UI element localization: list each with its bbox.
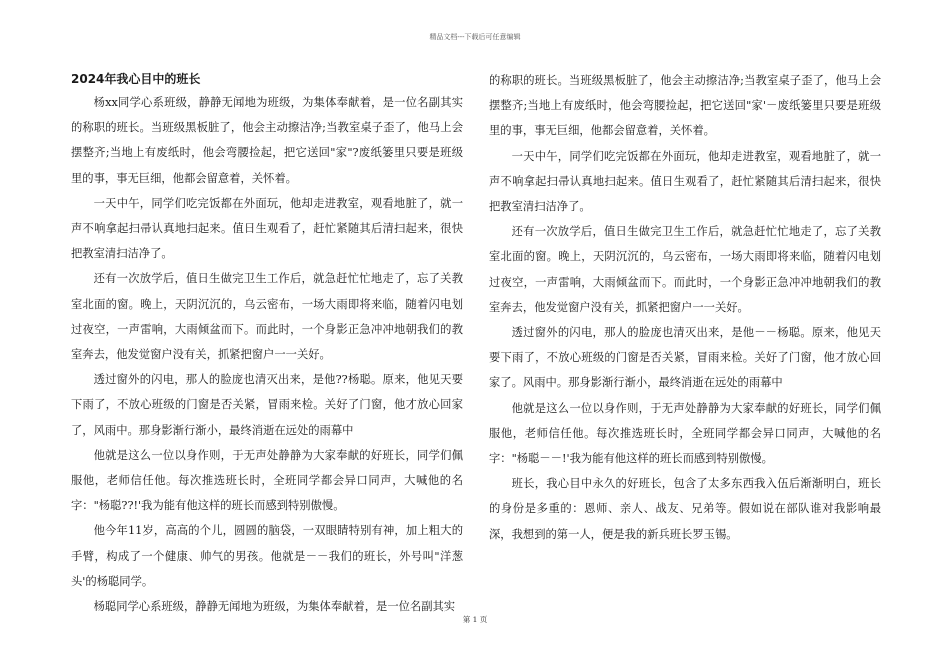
paragraph: 他就是这么一位以身作则，于无声处静静为大家奉献的好班长，同学们佩服他，老师信任他。每次推选班长时，全班同学都会异口同声，大喊他的名字："杨聪??!'我为能有他这样的班长而感到特别傲慢。 <box>71 448 463 513</box>
paragraph: 班长，我心目中永久的好班长，包含了太多东西我入伍后渐渐明白，班长的身份是多重的：恩师、亲人、战友、兄弟等。假如说在部队谁对我影响最深，我想到的第一人，便是我的新兵班长罗玉锡。 <box>489 477 881 541</box>
paragraph: 还有一次放学后，值日生做完卫生工作后，就急赶忙忙地走了，忘了关教室北面的窗。晚上，天阴沉沉的，乌云密布，一场大雨即将来临，随着闪电划过夜空，一声雷响，大雨倾盆而下。而此时，一个身影正急冲冲地朝我们的教室奔去，他发觉窗户没有关，抓紧把窗户一一关好。 <box>489 225 881 314</box>
paragraph: 杨xx同学心系班级，静静无闻地为班级，为集体奉献着，是一位名副其实的称职的班长。当班级黑板脏了，他会主动擦洁净;当教室桌子歪了，他马上会摆整齐;当地上有废纸时，他会弯腰捡起，把它送回"家"?废纸篓里只要是班级里的事，事无巨细，他都会留意着，关怀着。 <box>71 96 463 185</box>
paragraph: 他今年11岁，高高的个儿，圆圆的脑袋，一双眼睛特别有神，加上粗大的手臂，构成了一个健康、帅气的男孩。他就是－－我们的班长，外号叫"洋葱头'的杨聪同学。 <box>71 524 463 588</box>
right-column <box>489 68 881 547</box>
paragraph: 透过窗外的闪电，那人的脸庞也清灭出来，是他??杨聪。原来，他见天要下雨了，不放心班级的门窗是否关紧，冒雨来检。关好了门窗，他才放心回家了，风雨中。那身影渐行渐小，最终消逝在远处的雨幕中 <box>71 373 463 437</box>
paragraph: 一天中午，同学们吃完饭都在外面玩，他却走进教室，观看地脏了，就一声不响拿起扫帚认真地扫起来。值日生观看了，赶忙紧随其后清扫起来，很快把教室清扫洁净了。 <box>489 149 881 214</box>
paragraph: 杨聪同学心系班级，静静无闻地为班级，为集体奉献着，是一位名副其实 <box>93 600 456 614</box>
page-header-note: 精品文档---下载后可任意编辑 <box>429 33 521 41</box>
paragraph: 透过窗外的闪电，那人的脸庞也清灭出来，是他－－杨聪。原来，他见天要下雨了，不放心班级的门窗是否关紧，冒雨来检。关好了门窗，他才放心回家了。风雨中。那身影渐行渐小，最终消逝在远处的雨幕中 <box>489 326 881 390</box>
paragraph: 还有一次放学后，值日生做完卫生工作后，就急赶忙忙地走了，忘了关教室北面的窗。晚上，天阴沉沉的，乌云密布，一场大雨即将来临，随着闪电划过夜空，一声雷响，大雨倾盆而下。而此时，一个身影正急冲冲地朝我们的教室奔去，他发觉窗户没有关，抓紧把窗户一一关好。 <box>71 272 463 362</box>
paragraph: 一天中午，同学们吃完饭都在外面玩，他却走进教室，观看地脏了，就一声不响拿起扫帚认真地扫起来。值日生观看了，赶忙紧随其后清扫起来，很快把教室清扫洁净了。 <box>71 196 463 261</box>
left-column <box>71 68 463 619</box>
paragraph: 他就是这么一位以身作则，于无声处静静为大家奉献的好班长，同学们佩服他，老师信任他。每次推选班长时，全班同学都会异口同声，大喊他的名字："杨聪－－!'我为能有他这样的班长而感到特别傲慢。 <box>489 401 881 466</box>
document-title: 2024年我心目中的班长 <box>71 72 201 86</box>
page-number: 第 1 页 <box>462 615 488 624</box>
paragraph-continued: 的称职的班长。当班级黑板脏了，他会主动擦洁净;当教室桌子歪了，他马上会摆整齐;当地上有废纸时，他会弯腰捡起，把它送回"家'－废纸篓里只要是班级里的事，事无巨细，他都会留意着，关怀着。 <box>489 74 881 138</box>
